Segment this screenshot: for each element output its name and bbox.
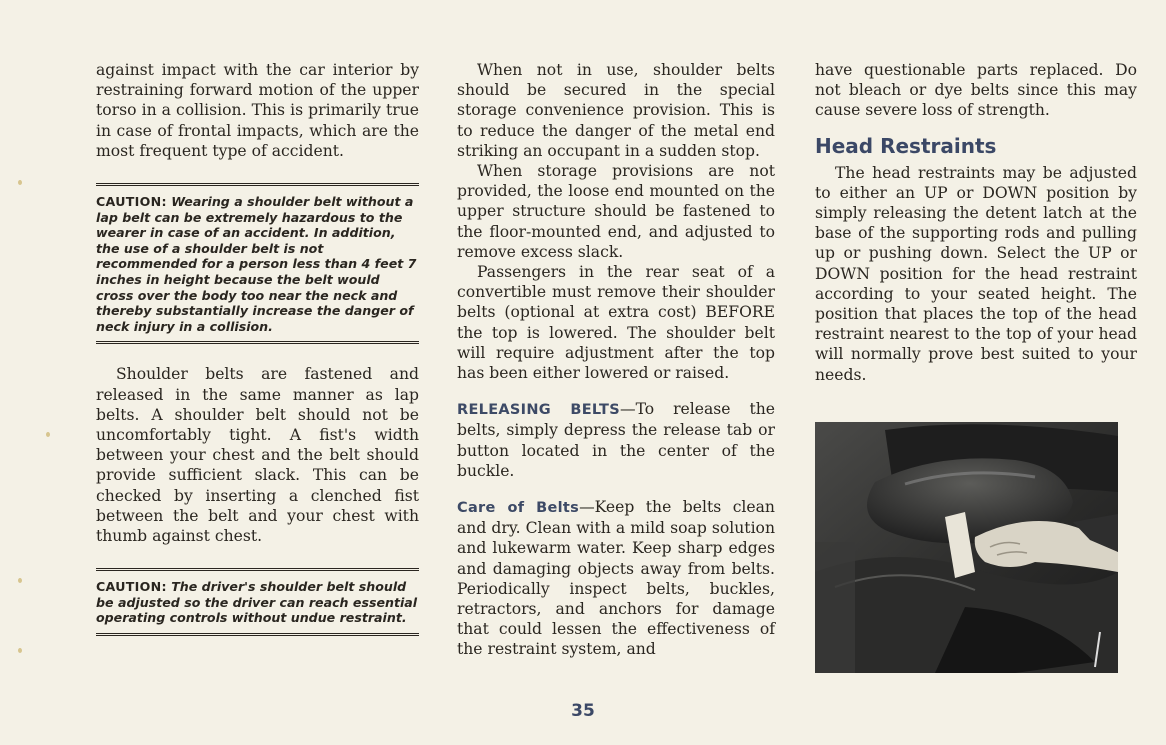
column-right — [815, 60, 1137, 385]
caution-text: Wearing a shoulder belt without a lap belt can be extremely hazardous to the wearer in case of an accident. In addition, the use of a shoulder belt is not recommended for a person less than 4 feet 7 inches in height because the belt would cross over the body too near the neck and thereby substantially increase the danger of neck injury in a collision. — [96, 194, 417, 334]
paragraph-fastening: Shoulder belts are fastened and released in the same manner as lap belts. A shoulder belt should not be uncomfortably tight. A fist's width between your chest and the belt should provide sufficient slack. This can be checked by inserting a clenched fist between the belt and your chest with thumb against chest. — [96, 365, 419, 545]
paragraph-no-storage: When storage provisions are not provided, the loose end mounted on the upper structure should be fastened to the floor-mounted end, and adjusted to remove excess slack. — [457, 162, 775, 261]
caution-label: CAUTION: — [96, 579, 167, 595]
care-of-belts-heading: Care of Belts — [457, 500, 580, 517]
paragraph-convertible: Passengers in the rear seat of a convertible must remove their shoulder belts (optional at extra cost) BEFORE the top is lowered. The shoulder belt will require adjustment after the top has been either lowered or raised. — [457, 263, 775, 383]
caution-label: CAUTION: — [96, 194, 167, 210]
left-seat-edge — [815, 542, 855, 673]
releasing-belts-heading: RELEASING BELTS — [457, 402, 620, 419]
paragraph-releasing-belts — [457, 399, 775, 481]
head-restraints-heading: Head Restraints — [815, 133, 997, 158]
caution-shoulder-belt-box — [96, 183, 419, 344]
column-left — [96, 60, 419, 656]
paragraph-storage: When not in use, shoulder belts should be secured in the special storage convenience provision. This is to reduce the danger of the metal end striking an occupant in a sudden stop. — [457, 61, 775, 160]
paragraph-care-of-belts — [457, 497, 775, 660]
releasing-belts-text: —To release the belts, simply depress the release tab or button located in the center of the buckle. — [457, 400, 775, 480]
caution-driver-box — [96, 568, 419, 636]
care-of-belts-text: —Keep the belts clean and dry. Clean with a mild soap solution and lukewarm water. Keep sharp edges and damaging objects away from belts. Periodically inspect belts, buckles, retractors, and anchors for damage that could lessen the effectiveness of the restraint system, and — [457, 498, 775, 659]
paragraph-replace-parts: have questionable parts replaced. Do not bleach or dye belts since this may cause severe loss of strength. — [815, 61, 1137, 120]
page-number: 35 — [571, 701, 595, 721]
head-restraint-photo — [815, 422, 1118, 673]
paper-speck — [18, 578, 22, 583]
paper-speck — [46, 432, 50, 437]
paragraph-impact: against impact with the car interior by restraining forward motion of the upper torso in a collision. This is primarily true in case of frontal impacts, which are the most frequent type of accident. — [96, 61, 419, 160]
paper-speck — [18, 648, 22, 653]
paper-speck — [18, 180, 22, 185]
column-middle — [457, 60, 775, 660]
caution-text: The driver's shoulder belt should be adjusted so the driver can reach essential operating controls without undue restraint. — [96, 579, 418, 626]
paragraph-head-restraints: The head restraints may be adjusted to either an UP or DOWN position by simply releasing the detent latch at the base of the supporting rods and pulling up or pushing down. Select the UP or DOWN position for the head restraint according to your seated height. The position that places the top of the head restraint nearest to the top of your head will normally prove best suited to your needs. — [815, 163, 1137, 384]
